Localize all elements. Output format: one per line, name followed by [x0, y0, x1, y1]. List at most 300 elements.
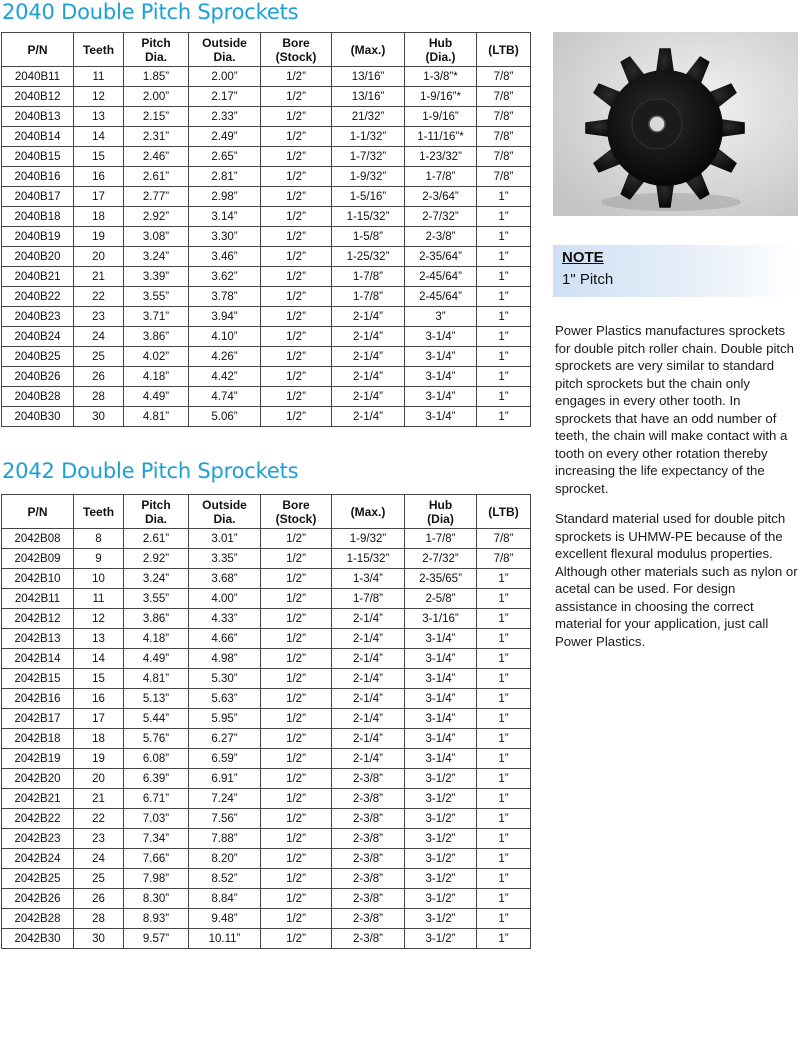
table-row: [2, 187, 531, 207]
table-cell: 3.30”: [189, 227, 261, 247]
table-cell: 1/2”: [261, 207, 332, 227]
table-cell: 1”: [477, 569, 531, 589]
table-cell: 3-1/4”: [405, 649, 477, 669]
table-row: [2, 549, 531, 569]
table-cell: 3.14”: [189, 207, 261, 227]
table-cell: 1/2”: [261, 367, 332, 387]
table-row: [2, 589, 531, 609]
table-cell: 1/2”: [261, 789, 332, 809]
table-row: [2, 387, 531, 407]
table-cell: 1/2”: [261, 729, 332, 749]
table-cell: 13/16”: [332, 87, 405, 107]
table-cell: 2-3/8”: [332, 889, 405, 909]
table-cell: 30: [74, 407, 124, 427]
table-cell: 4.18”: [124, 367, 189, 387]
table-cell: 1”: [477, 869, 531, 889]
table-cell: 2-3/8”: [332, 829, 405, 849]
table-cell: 1”: [477, 609, 531, 629]
table-cell: 2-1/4”: [332, 387, 405, 407]
table-cell: 3.68”: [189, 569, 261, 589]
table-cell: 4.49”: [124, 387, 189, 407]
table-cell: 8.30”: [124, 889, 189, 909]
table-cell: 1-7/8”: [332, 589, 405, 609]
table-cell: 2-1/4”: [332, 689, 405, 709]
table-cell: 1/2”: [261, 549, 332, 569]
table-cell: 2042B08: [2, 529, 74, 549]
table-cell: 2.31”: [124, 127, 189, 147]
table-cell: 1/2”: [261, 609, 332, 629]
table-cell: 1-3/8”*: [405, 67, 477, 87]
table-cell: 16: [74, 689, 124, 709]
table-cell: 25: [74, 869, 124, 889]
table-cell: 2042B14: [2, 649, 74, 669]
table-row: [2, 247, 531, 267]
table-cell: 7.34”: [124, 829, 189, 849]
table-cell: 1/2”: [261, 307, 332, 327]
table-cell: 7/8”: [477, 167, 531, 187]
table-cell: 3-1/2”: [405, 889, 477, 909]
table-cell: 1/2”: [261, 407, 332, 427]
table-cell: 2042B25: [2, 869, 74, 889]
table-cell: 2-1/4”: [332, 307, 405, 327]
table-row: [2, 809, 531, 829]
table-cell: 2.33”: [189, 107, 261, 127]
table-cell: 1-9/16”*: [405, 87, 477, 107]
table-cell: 1/2”: [261, 267, 332, 287]
table-cell: 14: [74, 127, 124, 147]
table-cell: 1.85”: [124, 67, 189, 87]
table-cell: 2-3/8”: [332, 909, 405, 929]
table-cell: 4.98”: [189, 649, 261, 669]
table-cell: 2040B25: [2, 347, 74, 367]
table-cell: 17: [74, 187, 124, 207]
table-cell: 2.61”: [124, 529, 189, 549]
table-cell: 1”: [477, 629, 531, 649]
table-cell: 1/2”: [261, 689, 332, 709]
table-cell: 1”: [477, 769, 531, 789]
table-cell: 10.11”: [189, 929, 261, 949]
table-cell: 2-7/32”: [405, 549, 477, 569]
table-cell: 2042B18: [2, 729, 74, 749]
table-cell: 2-3/8”: [405, 227, 477, 247]
column-header: Outside Dia.: [189, 33, 261, 67]
table-cell: 2-45/64”: [405, 287, 477, 307]
table-cell: 9.57”: [124, 929, 189, 949]
table-cell: 1”: [477, 307, 531, 327]
table-row: [2, 327, 531, 347]
table-cell: 2042B17: [2, 709, 74, 729]
table-cell: 2040B16: [2, 167, 74, 187]
table-cell: 2040B28: [2, 387, 74, 407]
table-cell: 2042B19: [2, 749, 74, 769]
table-cell: 1-25/32”: [332, 247, 405, 267]
sprocket-icon: [553, 32, 798, 216]
column-header: Bore (Stock): [261, 33, 332, 67]
table-cell: 1”: [477, 247, 531, 267]
table-header-row: [2, 33, 531, 67]
table-row: [2, 367, 531, 387]
table-cell: 4.33”: [189, 609, 261, 629]
column-header: P/N: [2, 495, 74, 529]
table-cell: 2-1/4”: [332, 609, 405, 629]
table-cell: 3.55”: [124, 589, 189, 609]
table-cell: 2.00”: [124, 87, 189, 107]
table-cell: 1”: [477, 589, 531, 609]
table-cell: 2042B09: [2, 549, 74, 569]
table-cell: 28: [74, 387, 124, 407]
table-row: [2, 789, 531, 809]
table-cell: 7/8”: [477, 127, 531, 147]
column-header: Hub (Dia.): [405, 33, 477, 67]
table-cell: 30: [74, 929, 124, 949]
table-cell: 2042B24: [2, 849, 74, 869]
table-cell: 7.56”: [189, 809, 261, 829]
table-cell: 3-1/4”: [405, 729, 477, 749]
table-cell: 7.88”: [189, 829, 261, 849]
table-cell: 2042B15: [2, 669, 74, 689]
table-cell: 1-1/32”: [332, 127, 405, 147]
column-header: Teeth: [74, 495, 124, 529]
table-cell: 1/2”: [261, 107, 332, 127]
table-cell: 2-1/4”: [332, 749, 405, 769]
table-cell: 1”: [477, 789, 531, 809]
table-cell: 3.35”: [189, 549, 261, 569]
table-cell: 7.66”: [124, 849, 189, 869]
table-cell: 5.95”: [189, 709, 261, 729]
table-cell: 7/8”: [477, 67, 531, 87]
table-cell: 2.17”: [189, 87, 261, 107]
table-cell: 2040B24: [2, 327, 74, 347]
table-cell: 1”: [477, 649, 531, 669]
table-cell: 1-15/32”: [332, 549, 405, 569]
table-cell: 2040B19: [2, 227, 74, 247]
table-cell: 9: [74, 549, 124, 569]
table-cell: 1/2”: [261, 669, 332, 689]
table-cell: 3-1/4”: [405, 709, 477, 729]
table-cell: 25: [74, 347, 124, 367]
table-cell: 19: [74, 227, 124, 247]
table-cell: 1-7/8”: [405, 167, 477, 187]
table-cell: 2-1/4”: [332, 669, 405, 689]
table-cell: 4.81”: [124, 407, 189, 427]
table-cell: 2.92”: [124, 549, 189, 569]
table-row: [2, 729, 531, 749]
table-cell: 17: [74, 709, 124, 729]
table-cell: 1/2”: [261, 87, 332, 107]
table-cell: 1/2”: [261, 127, 332, 147]
table-cell: 1”: [477, 207, 531, 227]
table-cell: 3-1/4”: [405, 749, 477, 769]
sprocket-photo: [553, 32, 798, 216]
table-row: [2, 87, 531, 107]
table-cell: 7/8”: [477, 87, 531, 107]
table-cell: 2040B15: [2, 147, 74, 167]
table-cell: 3-1/16”: [405, 609, 477, 629]
table-cell: 20: [74, 769, 124, 789]
table-cell: 3-1/2”: [405, 849, 477, 869]
table-cell: 1-9/32”: [332, 167, 405, 187]
table-cell: 1”: [477, 689, 531, 709]
table-cell: 19: [74, 749, 124, 769]
table-cell: 2-1/4”: [332, 629, 405, 649]
table-cell: 3.55”: [124, 287, 189, 307]
table-row: [2, 669, 531, 689]
table-cell: 2042B11: [2, 589, 74, 609]
column-header: Pitch Dia.: [124, 33, 189, 67]
table-cell: 4.00”: [189, 589, 261, 609]
table-cell: 6.71”: [124, 789, 189, 809]
table-cell: 4.49”: [124, 649, 189, 669]
table-cell: 3.24”: [124, 569, 189, 589]
table-cell: 2-3/8”: [332, 789, 405, 809]
table-cell: 4.42”: [189, 367, 261, 387]
table-cell: 24: [74, 849, 124, 869]
table-cell: 3.86”: [124, 327, 189, 347]
table-cell: 1/2”: [261, 387, 332, 407]
column-header: Pitch Dia.: [124, 495, 189, 529]
table-row: [2, 287, 531, 307]
table-cell: 2.15”: [124, 107, 189, 127]
table-cell: 2.77”: [124, 187, 189, 207]
column-header: (LTB): [477, 495, 531, 529]
table-cell: 21: [74, 789, 124, 809]
table-cell: 2-1/4”: [332, 649, 405, 669]
table-cell: 14: [74, 649, 124, 669]
table-cell: 1/2”: [261, 869, 332, 889]
table-cell: 7/8”: [477, 529, 531, 549]
table-cell: 15: [74, 669, 124, 689]
table-cell: 1/2”: [261, 929, 332, 949]
table-cell: 1-9/16”: [405, 107, 477, 127]
table-cell: 8.84”: [189, 889, 261, 909]
table-cell: 4.10”: [189, 327, 261, 347]
table-row: [2, 407, 531, 427]
table-row: [2, 829, 531, 849]
table-cell: 1”: [477, 267, 531, 287]
table-cell: 3-1/4”: [405, 347, 477, 367]
table-cell: 6.91”: [189, 769, 261, 789]
table-cell: 2042B21: [2, 789, 74, 809]
table-cell: 2042B22: [2, 809, 74, 829]
table-cell: 1”: [477, 809, 531, 829]
table-cell: 1/2”: [261, 769, 332, 789]
table-cell: 6.27”: [189, 729, 261, 749]
table-cell: 1/2”: [261, 67, 332, 87]
table-cell: 2-3/8”: [332, 769, 405, 789]
table-cell: 2-35/64”: [405, 247, 477, 267]
table-cell: 1/2”: [261, 649, 332, 669]
table-cell: 13/16”: [332, 67, 405, 87]
table-cell: 1”: [477, 227, 531, 247]
table-cell: 4.74”: [189, 387, 261, 407]
table-cell: 16: [74, 167, 124, 187]
table-cell: 3-1/4”: [405, 367, 477, 387]
table-row: [2, 107, 531, 127]
table-cell: 3-1/4”: [405, 669, 477, 689]
table-cell: 11: [74, 67, 124, 87]
table-cell: 2.00”: [189, 67, 261, 87]
table-cell: 2.46”: [124, 147, 189, 167]
table-cell: 3.46”: [189, 247, 261, 267]
table-row: [2, 689, 531, 709]
table-cell: 2042B20: [2, 769, 74, 789]
material-paragraph: Standard material used for double pitch sprockets is UHMW-PE because of the excellent flexural modulus properties. Although other materials such as nylon or acetal can be used. For design assistance in choosing the correct material for your application, just call Power Plastics.: [555, 511, 798, 649]
table-cell: 5.06”: [189, 407, 261, 427]
table-cell: 2042B16: [2, 689, 74, 709]
note-body: 1" Pitch: [562, 271, 614, 288]
table-cell: 3.71”: [124, 307, 189, 327]
table-cell: 1”: [477, 347, 531, 367]
table-cell: 2042B28: [2, 909, 74, 929]
column-header: Hub (Dia): [405, 495, 477, 529]
table-cell: 13: [74, 629, 124, 649]
table-cell: 2-1/4”: [332, 327, 405, 347]
table-cell: 5.44”: [124, 709, 189, 729]
column-header: Teeth: [74, 33, 124, 67]
table-cell: 3-1/2”: [405, 809, 477, 829]
table-cell: 2040B14: [2, 127, 74, 147]
table-cell: 3.24”: [124, 247, 189, 267]
table-2042-title: 2042 Double Pitch Sprockets: [2, 459, 299, 483]
table-cell: 23: [74, 829, 124, 849]
table-cell: 21: [74, 267, 124, 287]
table-cell: 1”: [477, 327, 531, 347]
table-cell: 1/2”: [261, 709, 332, 729]
table-cell: 2042B12: [2, 609, 74, 629]
table-cell: 2.65”: [189, 147, 261, 167]
table-row: [2, 569, 531, 589]
table-cell: 22: [74, 809, 124, 829]
column-header: (Max.): [332, 33, 405, 67]
table-row: [2, 629, 531, 649]
table-cell: 3.86”: [124, 609, 189, 629]
table-cell: 1/2”: [261, 327, 332, 347]
table-row: [2, 909, 531, 929]
table-cell: 1-5/8”: [332, 227, 405, 247]
table-cell: 3-1/2”: [405, 869, 477, 889]
table-cell: 2.92”: [124, 207, 189, 227]
table-cell: 26: [74, 889, 124, 909]
table-cell: 2.49”: [189, 127, 261, 147]
description-paragraph: Power Plastics manufactures sprockets for double pitch roller chain. Double pitch sprockets are very similar to standard pitch sprockets but the chain only engages in every other tooth. In sprockets that have an odd number of teeth, the chain will make contact with a tooth on every other rotation thereby increasing the life expectancy of the sprocket.: [555, 323, 794, 496]
table-cell: 3-1/2”: [405, 769, 477, 789]
table-cell: 5.63”: [189, 689, 261, 709]
table-row: [2, 167, 531, 187]
table-cell: 28: [74, 909, 124, 929]
column-header: Outside Dia.: [189, 495, 261, 529]
note-heading: NOTE: [562, 249, 604, 266]
table-2042-sprockets: [1, 494, 531, 949]
table-cell: 2040B26: [2, 367, 74, 387]
table-cell: 1”: [477, 729, 531, 749]
table-cell: 3-1/4”: [405, 407, 477, 427]
table-cell: 1”: [477, 287, 531, 307]
table-cell: 1”: [477, 829, 531, 849]
table-cell: 1”: [477, 367, 531, 387]
table-cell: 7.03”: [124, 809, 189, 829]
table-cell: 3-1/2”: [405, 929, 477, 949]
table-cell: 2040B12: [2, 87, 74, 107]
table-cell: 3.01”: [189, 529, 261, 549]
table-cell: 2-3/8”: [332, 849, 405, 869]
table-2040-sprockets: [1, 32, 531, 427]
table-cell: 1”: [477, 889, 531, 909]
table-row: [2, 769, 531, 789]
table-cell: 18: [74, 729, 124, 749]
table-row: [2, 849, 531, 869]
table-cell: 9.48”: [189, 909, 261, 929]
table-cell: 1”: [477, 407, 531, 427]
table-cell: 6.08”: [124, 749, 189, 769]
table-cell: 2-1/4”: [332, 407, 405, 427]
table-cell: 24: [74, 327, 124, 347]
table-cell: 15: [74, 147, 124, 167]
table-row: [2, 147, 531, 167]
table-row: [2, 307, 531, 327]
table-cell: 3.08”: [124, 227, 189, 247]
table-cell: 7.24”: [189, 789, 261, 809]
table-cell: 2042B13: [2, 629, 74, 649]
table-cell: 4.02”: [124, 347, 189, 367]
column-header: (LTB): [477, 33, 531, 67]
table-cell: 1/2”: [261, 529, 332, 549]
table-row: [2, 67, 531, 87]
table-cell: 1/2”: [261, 829, 332, 849]
table-cell: 3-1/4”: [405, 629, 477, 649]
table-cell: 11: [74, 589, 124, 609]
table-cell: 3-1/2”: [405, 789, 477, 809]
table-cell: 3-1/4”: [405, 327, 477, 347]
table-cell: 7/8”: [477, 107, 531, 127]
table-cell: 2.81”: [189, 167, 261, 187]
table-cell: 23: [74, 307, 124, 327]
table-cell: 13: [74, 107, 124, 127]
table-cell: 1/2”: [261, 909, 332, 929]
table-cell: 4.66”: [189, 629, 261, 649]
column-header: Bore (Stock): [261, 495, 332, 529]
note-box: [553, 245, 798, 297]
table-cell: 3-1/2”: [405, 909, 477, 929]
table-cell: 5.76”: [124, 729, 189, 749]
table-cell: 1/2”: [261, 749, 332, 769]
table-cell: 18: [74, 207, 124, 227]
table-cell: 3.94”: [189, 307, 261, 327]
table-cell: 12: [74, 87, 124, 107]
table-cell: 2-3/8”: [332, 869, 405, 889]
column-header: P/N: [2, 33, 74, 67]
table-cell: 1-7/8”: [332, 267, 405, 287]
table-cell: 1-3/4”: [332, 569, 405, 589]
table-cell: 10: [74, 569, 124, 589]
table-cell: 21/32”: [332, 107, 405, 127]
table-cell: 2-1/4”: [332, 367, 405, 387]
table-cell: 1-7/8”: [332, 287, 405, 307]
table-row: [2, 227, 531, 247]
table-row: [2, 267, 531, 287]
table-cell: 2-1/4”: [332, 347, 405, 367]
table-cell: 1-23/32”: [405, 147, 477, 167]
table-cell: 2040B23: [2, 307, 74, 327]
table-cell: 7.98”: [124, 869, 189, 889]
table-cell: 3.78”: [189, 287, 261, 307]
table-cell: 2-7/32”: [405, 207, 477, 227]
table-cell: 1/2”: [261, 227, 332, 247]
table-cell: 3.39”: [124, 267, 189, 287]
table-cell: 1-7/8”: [405, 529, 477, 549]
table-cell: 7/8”: [477, 549, 531, 569]
table-cell: 2042B10: [2, 569, 74, 589]
table-cell: 2040B13: [2, 107, 74, 127]
